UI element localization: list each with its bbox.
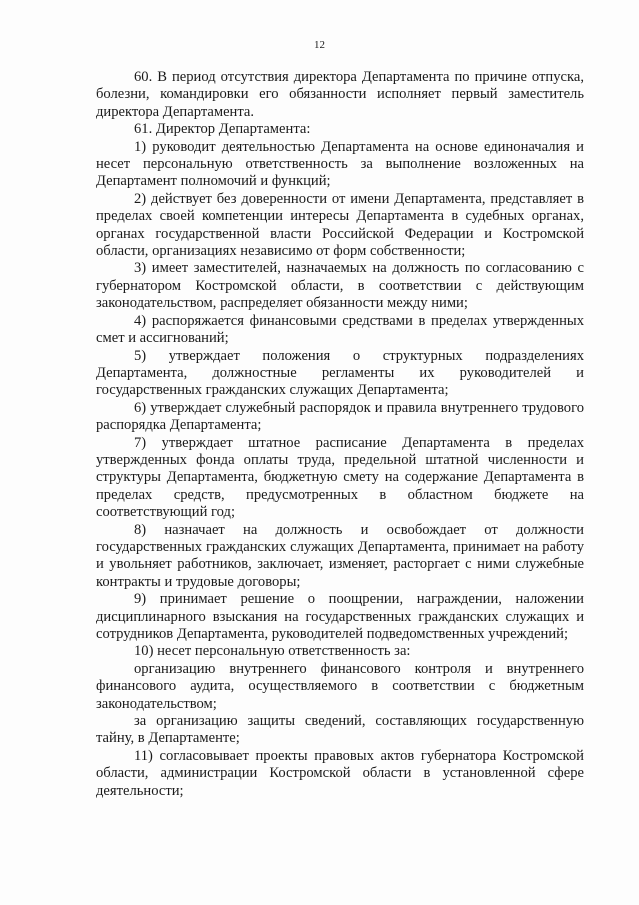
paragraph-60: 60. В период отсутствия директора Департамента по причине отпуска, болезни, командировки его обязанности исполняет первый заместитель директора Департамента. [96,69,584,120]
paragraph-61: 61. Директор Департамента: [134,121,311,138]
list-item-10-sub-1: организацию внутреннего финансового контроля и внутреннего финансового аудита, осуществляемого в соответствии с бюджетным законодательством; [96,660,584,712]
list-item-11: 11) согласовывает проекты правовых актов губернатора Костромской области, администрации Костромской области в установленной сфере деятельности; [96,747,584,799]
list-item-3: 3) имеет заместителей, назначаемых на должность по согласованию с губернатором Костромской области, в соответствии с действующим законодательством, распределяет обязанности между ними; [96,260,584,312]
document-body [96,69,584,800]
list-item-8: 8) назначает на должность и освобождает от должности государственных гражданских служащих Департамента, принимает на работу и увольняет работников, заключает, изменяет, расторгает с ними служебные контракты и трудовые договоры; [96,521,584,590]
list-item-7: 7) утверждает штатное расписание Департамента в пределах утвержденных фонда оплаты труда, предельной штатной численности и структуры Департамента, бюджетную смету на содержание Департамента в пределах средств, предусмотренных в областном бюджете на соответствующий год; [96,434,584,521]
page-number: 12 [314,39,325,51]
list-item-10: 10) несет персональную ответственность за: [134,643,411,660]
list-item-5: 5) утверждает положения о структурных подразделениях Департамента, должностные регламенты их руководителей и государственных гражданских служащих Департамента; [96,347,584,399]
list-item-6: 6) утверждает служебный распорядок и правила внутреннего трудового распорядка Департамента; [96,399,584,434]
list-item-1: 1) руководит деятельностью Департамента на основе единоначалия и несет персональную ответственность за выполнение возложенных на Департамент полномочий и функций; [96,138,584,190]
list-item-10-sub-2: за организацию защиты сведений, составляющих государственную тайну, в Департаменте; [96,713,584,747]
list-item-9: 9) принимает решение о поощрении, награждении, наложении дисциплинарного взыскания на государственных гражданских служащих и сотрудников Департамента, руководителей подведомственных учреждений; [96,591,584,642]
list-item-2: 2) действует без доверенности от имени Департамента, представляет в пределах своей компетенции интересы Департамента в судебных органах, органах государственной власти Российской Федерации и Костромской области, организациях независимо от форм собственности; [96,190,584,260]
list-item-4: 4) распоряжается финансовыми средствами в пределах утвержденных смет и ассигнований; [96,312,584,347]
